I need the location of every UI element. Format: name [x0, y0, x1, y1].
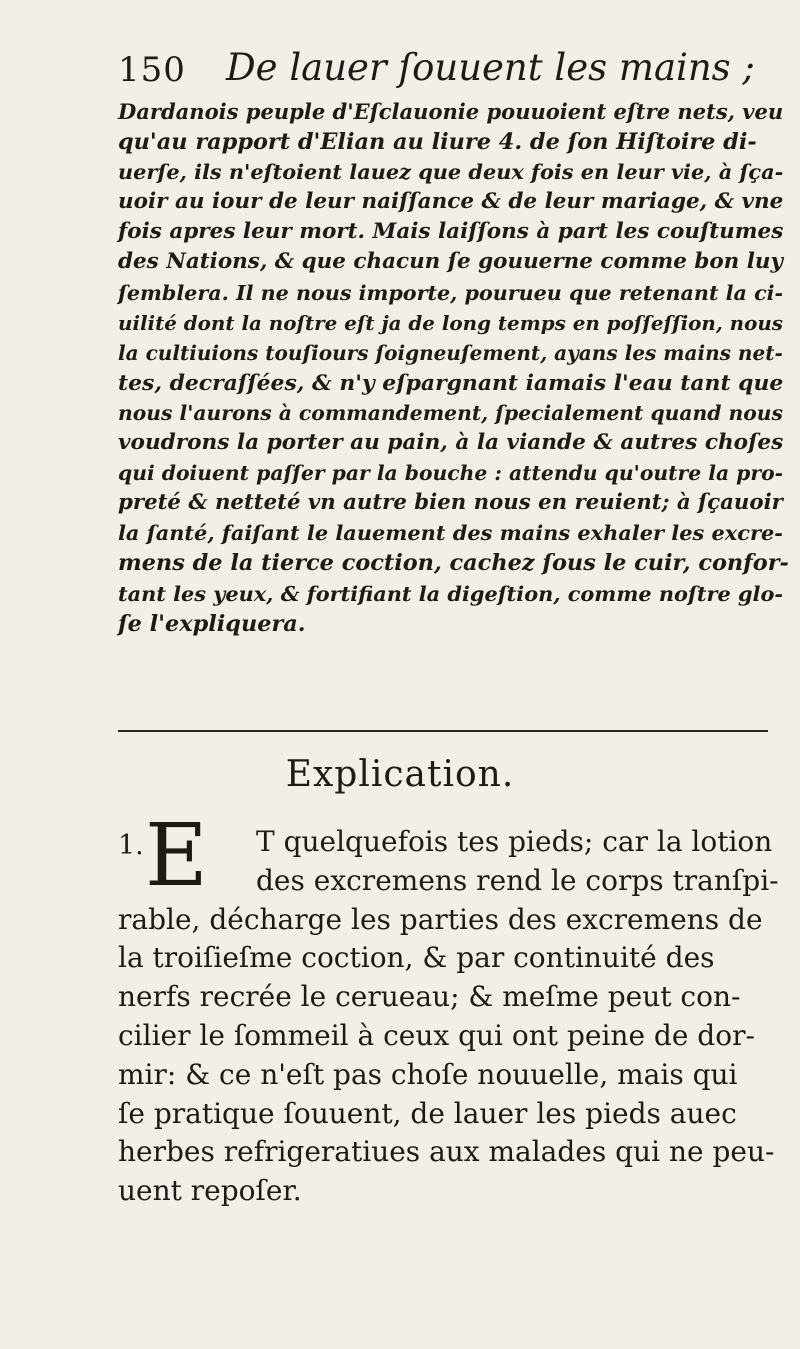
text-line: voudrons la porter au pain, à la viande & autres choſes	[118, 430, 784, 456]
paragraph-number: 1.	[118, 830, 144, 861]
section-heading: Explication.	[285, 754, 515, 795]
text-line: nous l'aurons à commandement, ſpecialement quand nous	[118, 400, 783, 425]
text-line: des excremens rend le corps tranſpi-	[256, 863, 779, 897]
text-line: preté & netteté vn autre bien nous en reuient; à ſçauoir	[118, 490, 783, 516]
text-line: ſe pratique ſouuent, de lauer les pieds auec	[118, 1096, 737, 1130]
page-number: 150	[118, 50, 186, 90]
text-line: tant les yeux, & fortifiant la digeſtion, comme noſtre glo-	[118, 580, 783, 606]
text-line: cilier le ſommeil à ceux qui ont peine de dor-	[118, 1018, 755, 1052]
text-line: qui doiuent paſſer par la bouche : attendu qu'outre la pro-	[118, 461, 784, 486]
italic-paragraph	[118, 97, 790, 639]
text-line: ſemblera. Il ne nous importe, pourueu que retenant la ci-	[118, 280, 784, 305]
text-line: mir: & ce n'eſt pas choſe nouuelle, mais qui	[118, 1057, 738, 1091]
text-line: Dardanois peuple d'Eſclauonie pouuoient eſtre nets, veu	[118, 99, 784, 124]
text-line: uoir au iour de leur naiſſance & de leur mariage, & vne	[118, 189, 784, 215]
text-line: la ſanté, faiſant le lauement des mains exhaler les excre-	[118, 520, 783, 546]
drop-cap: E	[145, 806, 208, 906]
text-line: qu'au rapport d'Elian au liure 4. de ſon Hiſtoire di-	[118, 129, 757, 156]
text-line: la troiſieſme coction, & par continuité des	[118, 941, 715, 975]
text-line: rable, décharge les parties des excremens de	[118, 902, 763, 936]
text-line: uerſe, ils n'eſtoient lauez que deux fois en leur vie, à ſça-	[118, 159, 784, 185]
text-line: tes, decraſſées, & n'y eſpargnant iamais l'eau tant que	[118, 369, 784, 396]
running-title: De lauer ſouuent les mains ;	[226, 46, 755, 89]
text-line: T quelquefois tes pieds; car la lotion	[256, 825, 773, 858]
text-line: herbes refrigeratiues aux malades qui ne peu-	[118, 1135, 775, 1169]
text-line: fois apres leur mort. Mais laiſſons à part les couſtumes	[118, 219, 784, 245]
text-line: uent repoſer.	[118, 1174, 302, 1208]
text-line: mens de la tierce coction, cachez ſous le cuir, confor-	[118, 550, 789, 577]
text-line: des Nations, & que chacun ſe gouuerne comme bon luy	[118, 249, 784, 275]
horizontal-rule	[118, 730, 768, 732]
page-header	[118, 40, 768, 98]
text-line: ſe l'expliquera.	[118, 610, 306, 637]
text-line: nerfs recrée le cerueau; & meſme peut con-	[118, 980, 741, 1014]
explication-paragraph	[118, 823, 780, 1211]
text-line: la cultiuions touſiours ſoigneuſement, ayans les mains net-	[118, 340, 783, 365]
text-line: uilité dont la noſtre eſt ja de long temps en poſſeſſion, nous	[118, 310, 783, 335]
